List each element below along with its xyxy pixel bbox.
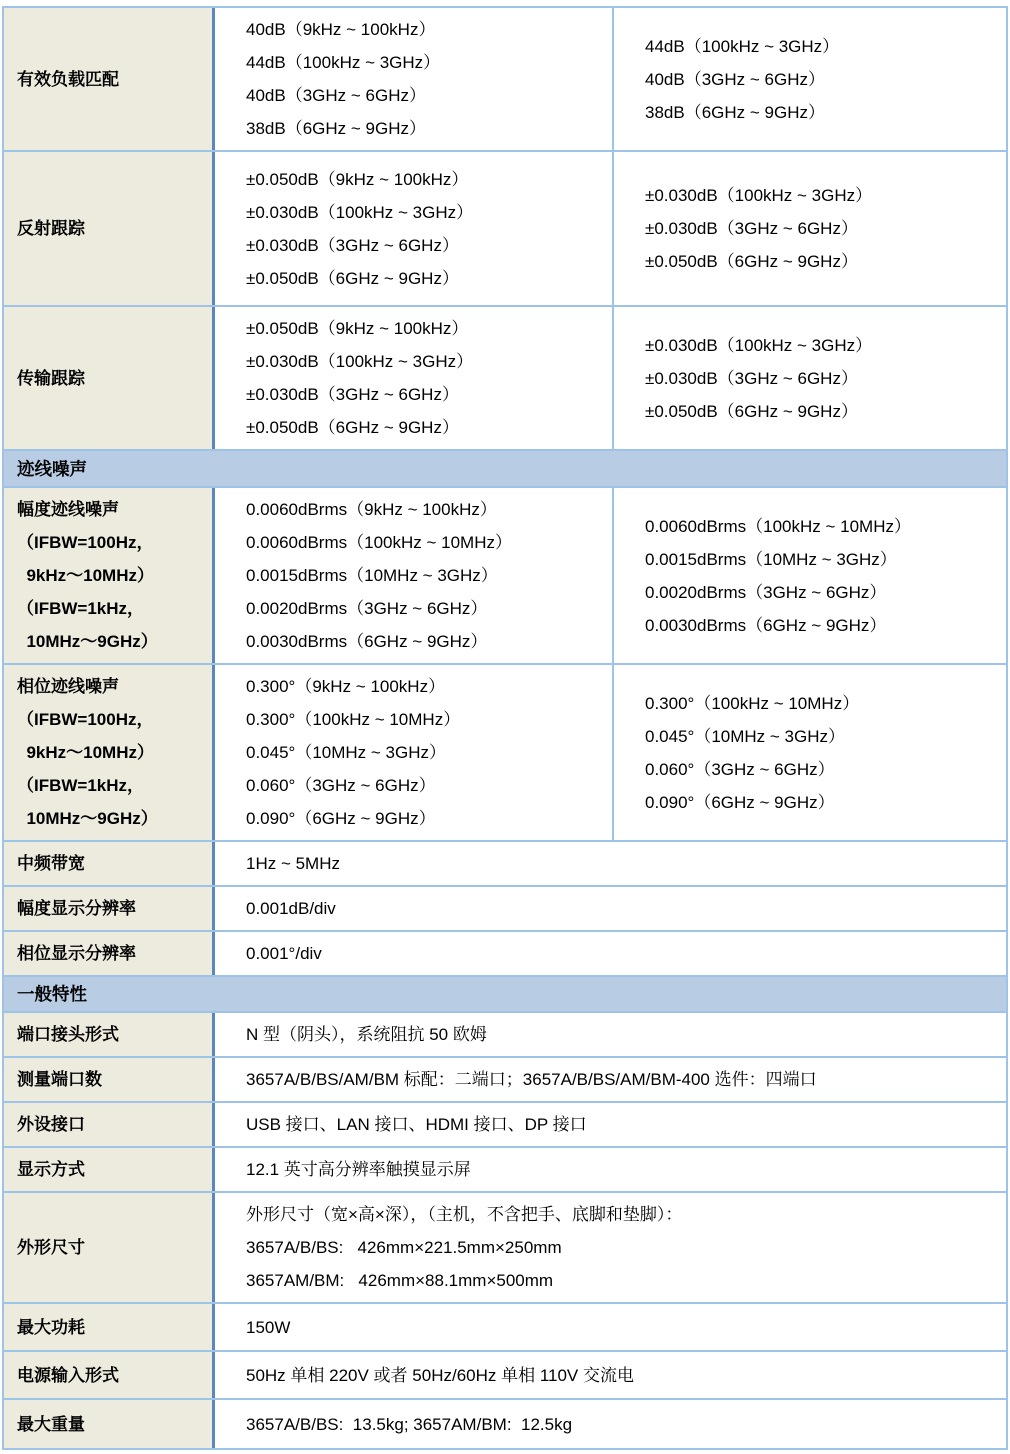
value-if-bandwidth: [215, 842, 1006, 885]
spec-row-dimensions: [4, 1193, 1006, 1304]
spec-row-transmission-tracking: [4, 307, 1006, 451]
value-mid-reflection-tracking-line: ±0.050dB（6GHz ~ 9GHz）: [246, 268, 459, 288]
value-mid-reflection-tracking-line: ±0.050dB（9kHz ~ 100kHz）: [246, 169, 469, 189]
spec-row-phase-trace-noise: [4, 665, 1006, 842]
spec-row-if-bandwidth: [4, 842, 1006, 887]
value-right-amplitude-trace-noise-line: 0.0015dBrms（10MHz ~ 3GHz）: [645, 549, 897, 569]
value-mid-amplitude-trace-noise-line: 0.0030dBrms（6GHz ~ 9GHz）: [246, 632, 488, 651]
value-peripheral-interfaces: [215, 1103, 1006, 1146]
row-label-phase-trace-noise-line: 相位迹线噪声: [17, 677, 119, 696]
value-mid-phase-trace-noise-line: 0.300°（9kHz ~ 100kHz）: [246, 677, 446, 696]
value-mid-effective-load-match-line: 44dB（100kHz ~ 3GHz）: [246, 53, 441, 72]
row-label-effective-load-match-line: 有效负载匹配: [17, 69, 119, 89]
spec-row-amplitude-trace-noise: [4, 488, 1006, 665]
section-title-trace-noise-section-line: 迹线噪声: [17, 458, 87, 479]
row-label-max-power-consumption: [4, 1304, 215, 1350]
value-mid-phase-trace-noise-line: 0.060°（3GHz ~ 6GHz）: [246, 776, 436, 795]
value-mid-amplitude-trace-noise-line: 0.0060dBrms（9kHz ~ 100kHz）: [246, 500, 497, 519]
row-label-max-weight-line: 最大重量: [17, 1414, 85, 1434]
value-display-type-line: 12.1 英寸高分辨率触摸显示屏: [246, 1160, 471, 1179]
value-amplitude-display-resolution-line: 0.001dB/div: [246, 899, 336, 918]
value-mid-phase-trace-noise: [215, 665, 614, 840]
row-label-power-input-type: [4, 1352, 215, 1398]
row-label-amplitude-trace-noise: [4, 488, 215, 663]
value-measurement-port-count: [215, 1058, 1006, 1101]
row-label-reflection-tracking-line: 反射跟踪: [17, 219, 85, 238]
value-mid-effective-load-match-line: 38dB（6GHz ~ 9GHz）: [246, 119, 426, 138]
value-mid-transmission-tracking-line: ±0.050dB（6GHz ~ 9GHz）: [246, 418, 459, 437]
row-label-max-power-consumption-line: 最大功耗: [17, 1317, 85, 1337]
value-max-power-consumption: [215, 1304, 1006, 1350]
row-label-amplitude-trace-noise-line: 10MHz～9GHz）: [17, 632, 158, 651]
row-label-reflection-tracking: [4, 152, 215, 305]
value-right-amplitude-trace-noise-line: 0.0020dBrms（3GHz ~ 6GHz）: [645, 582, 887, 602]
row-label-port-connector-type-line: 端口接头形式: [17, 1025, 119, 1044]
row-label-phase-trace-noise-line: 9kHz～10MHz）: [17, 743, 154, 762]
row-label-effective-load-match: [4, 8, 215, 150]
value-right-effective-load-match-line: 38dB（6GHz ~ 9GHz）: [645, 102, 825, 122]
section-title-general-characteristics-section: [4, 977, 1006, 1011]
spec-table: [2, 6, 1008, 1450]
value-phase-display-resolution: [215, 932, 1006, 975]
value-right-transmission-tracking: [614, 307, 1006, 449]
value-right-reflection-tracking: [614, 152, 1006, 305]
value-right-phase-trace-noise-line: 0.060°（3GHz ~ 6GHz）: [645, 759, 835, 779]
spec-row-effective-load-match: [4, 8, 1006, 152]
row-label-peripheral-interfaces-line: 外设接口: [17, 1115, 85, 1134]
spec-row-phase-display-resolution: [4, 932, 1006, 977]
value-mid-transmission-tracking-line: ±0.050dB（9kHz ~ 100kHz）: [246, 319, 469, 338]
row-label-amplitude-display-resolution: [4, 887, 215, 930]
value-power-input-type: [215, 1352, 1006, 1398]
value-mid-amplitude-trace-noise-line: 0.0060dBrms（100kHz ~ 10MHz）: [246, 533, 512, 552]
value-dimensions: [215, 1193, 1006, 1302]
row-label-transmission-tracking-line: 传输跟踪: [17, 368, 85, 388]
row-label-if-bandwidth-line: 中频带宽: [17, 854, 85, 873]
value-right-transmission-tracking-line: ±0.030dB（100kHz ~ 3GHz）: [645, 335, 873, 355]
section-header-general-characteristics-section: [4, 977, 1006, 1013]
row-label-display-type: [4, 1148, 215, 1191]
spec-row-amplitude-display-resolution: [4, 887, 1006, 932]
value-right-reflection-tracking-line: ±0.050dB（6GHz ~ 9GHz）: [645, 252, 858, 271]
row-label-peripheral-interfaces: [4, 1103, 215, 1146]
row-label-power-input-type-line: 电源输入形式: [17, 1365, 119, 1385]
spec-row-peripheral-interfaces: [4, 1103, 1006, 1148]
value-if-bandwidth-line: 1Hz ~ 5MHz: [246, 854, 340, 873]
value-max-weight: [215, 1400, 1006, 1448]
value-power-input-type-line: 50Hz 单相 220V 或者 50Hz/60Hz 单相 110V 交流电: [246, 1365, 634, 1385]
value-mid-reflection-tracking-line: ±0.030dB（100kHz ~ 3GHz）: [246, 202, 474, 222]
section-title-trace-noise-section: [4, 451, 1006, 486]
value-mid-amplitude-trace-noise: [215, 488, 614, 663]
row-label-phase-trace-noise-line: （IFBW=100Hz，: [17, 710, 154, 729]
row-label-amplitude-trace-noise-line: 幅度迹线噪声: [17, 500, 119, 519]
value-right-phase-trace-noise-line: 0.045°（10MHz ~ 3GHz）: [645, 726, 846, 746]
value-mid-effective-load-match-line: 40dB（3GHz ~ 6GHz）: [246, 86, 426, 105]
row-label-port-connector-type: [4, 1013, 215, 1056]
section-header-trace-noise-section: [4, 451, 1006, 488]
value-phase-display-resolution-line: 0.001°/div: [246, 944, 322, 963]
section-title-general-characteristics-section-line: 一般特性: [17, 984, 87, 1004]
row-label-phase-trace-noise-line: （IFBW=1kHz，: [17, 776, 145, 795]
value-display-type: [215, 1148, 1006, 1191]
spec-row-power-input-type: [4, 1352, 1006, 1400]
value-right-amplitude-trace-noise-line: 0.0060dBrms（100kHz ~ 10MHz）: [645, 516, 911, 536]
row-label-if-bandwidth: [4, 842, 215, 885]
spec-row-max-weight: [4, 1400, 1006, 1448]
row-label-phase-display-resolution-line: 相位显示分辨率: [17, 944, 136, 963]
spec-row-measurement-port-count: [4, 1058, 1006, 1103]
value-mid-transmission-tracking-line: ±0.030dB（100kHz ~ 3GHz）: [246, 352, 474, 371]
value-mid-amplitude-trace-noise-line: 0.0020dBrms（3GHz ~ 6GHz）: [246, 599, 488, 618]
value-right-transmission-tracking-line: ±0.050dB（6GHz ~ 9GHz）: [645, 401, 858, 421]
value-mid-effective-load-match: [215, 8, 614, 150]
spec-row-max-power-consumption: [4, 1304, 1006, 1352]
value-mid-phase-trace-noise-line: 0.090°（6GHz ~ 9GHz）: [246, 809, 436, 828]
value-right-phase-trace-noise-line: 0.300°（100kHz ~ 10MHz）: [645, 693, 860, 713]
value-mid-phase-trace-noise-line: 0.300°（100kHz ~ 10MHz）: [246, 710, 461, 729]
value-mid-effective-load-match-line: 40dB（9kHz ~ 100kHz）: [246, 20, 436, 39]
value-dimensions-line: 3657A/B/BS: 426mm×221.5mm×250mm: [246, 1238, 562, 1257]
row-label-measurement-port-count-line: 测量端口数: [17, 1070, 102, 1089]
value-right-phase-trace-noise: [614, 665, 1006, 840]
row-label-dimensions-line: 外形尺寸: [17, 1238, 85, 1257]
value-port-connector-type: [215, 1013, 1006, 1056]
value-max-weight-line: 3657A/B/BS: 13.5kg; 3657AM/BM: 12.5kg: [246, 1414, 573, 1434]
value-mid-reflection-tracking-line: ±0.030dB（3GHz ~ 6GHz）: [246, 235, 459, 255]
row-label-amplitude-trace-noise-line: （IFBW=100Hz，: [17, 533, 154, 552]
row-label-transmission-tracking: [4, 307, 215, 449]
value-max-power-consumption-line: 150W: [246, 1317, 291, 1337]
value-right-reflection-tracking-line: ±0.030dB（3GHz ~ 6GHz）: [645, 219, 858, 238]
value-mid-transmission-tracking-line: ±0.030dB（3GHz ~ 6GHz）: [246, 385, 459, 404]
value-mid-transmission-tracking: [215, 307, 614, 449]
spec-row-port-connector-type: [4, 1013, 1006, 1058]
spec-row-reflection-tracking: [4, 152, 1006, 307]
row-label-dimensions: [4, 1193, 215, 1302]
row-label-measurement-port-count: [4, 1058, 215, 1101]
value-dimensions-line: 外形尺寸（宽×高×深），（主机，不含把手、底脚和垫脚）：: [246, 1205, 683, 1224]
row-label-phase-display-resolution: [4, 932, 215, 975]
value-right-amplitude-trace-noise-line: 0.0030dBrms（6GHz ~ 9GHz）: [645, 615, 887, 635]
row-label-amplitude-display-resolution-line: 幅度显示分辨率: [17, 899, 136, 918]
spec-row-display-type: [4, 1148, 1006, 1193]
row-label-max-weight: [4, 1400, 215, 1448]
row-label-amplitude-trace-noise-line: （IFBW=1kHz，: [17, 599, 145, 618]
value-mid-reflection-tracking: [215, 152, 614, 305]
value-right-transmission-tracking-line: ±0.030dB（3GHz ~ 6GHz）: [645, 368, 858, 388]
value-right-effective-load-match-line: 44dB（100kHz ~ 3GHz）: [645, 36, 840, 56]
row-label-phase-trace-noise: [4, 665, 215, 840]
value-measurement-port-count-line: 3657A/B/BS/AM/BM 标配：二端口；3657A/B/BS/AM/BM-400 选件：四端口: [246, 1070, 817, 1089]
value-amplitude-display-resolution: [215, 887, 1006, 930]
value-dimensions-line: 3657AM/BM: 426mm×88.1mm×500mm: [246, 1271, 554, 1290]
value-right-effective-load-match: [614, 8, 1006, 150]
value-mid-amplitude-trace-noise-line: 0.0015dBrms（10MHz ~ 3GHz）: [246, 566, 498, 585]
row-label-display-type-line: 显示方式: [17, 1160, 85, 1179]
value-right-phase-trace-noise-line: 0.090°（6GHz ~ 9GHz）: [645, 792, 835, 812]
value-port-connector-type-line: N 型（阴头），系统阻抗 50 欧姆: [246, 1025, 487, 1044]
value-right-reflection-tracking-line: ±0.030dB（100kHz ~ 3GHz）: [645, 186, 873, 205]
value-peripheral-interfaces-line: USB 接口、LAN 接口、HDMI 接口、DP 接口: [246, 1115, 587, 1134]
row-label-amplitude-trace-noise-line: 9kHz～10MHz）: [17, 566, 154, 585]
value-mid-phase-trace-noise-line: 0.045°（10MHz ~ 3GHz）: [246, 743, 447, 762]
row-label-phase-trace-noise-line: 10MHz～9GHz）: [17, 809, 158, 828]
value-right-effective-load-match-line: 40dB（3GHz ~ 6GHz）: [645, 69, 825, 89]
value-right-amplitude-trace-noise: [614, 488, 1006, 663]
